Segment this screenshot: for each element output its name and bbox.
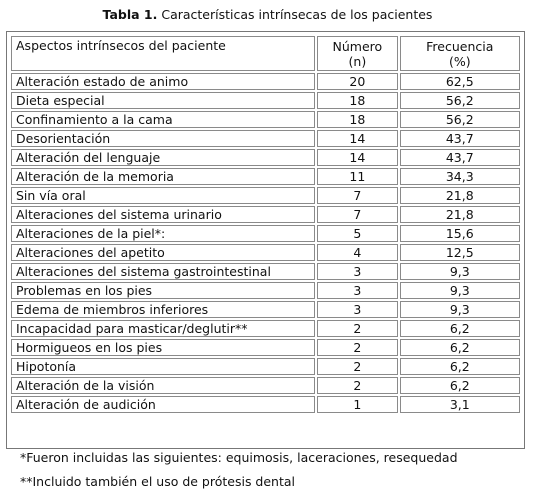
cell-aspect: Edema de miembros inferiores xyxy=(11,301,315,318)
table-row xyxy=(11,168,520,185)
cell-aspect: Alteraciones del sistema gastrointestinal xyxy=(11,263,315,280)
cell-aspect: Hipotonía xyxy=(11,358,315,375)
cell-number: 4 xyxy=(317,244,397,261)
cell-aspect: Desorientación xyxy=(11,130,315,147)
table-row xyxy=(11,73,520,90)
table-row xyxy=(11,130,520,147)
cell-frequency: 6,2 xyxy=(400,377,520,394)
header-frequency xyxy=(400,36,520,71)
cell-aspect: Alteración de la visión xyxy=(11,377,315,394)
cell-number: 3 xyxy=(317,263,397,280)
footnotes xyxy=(20,450,458,498)
cell-aspect: Dieta especial xyxy=(11,92,315,109)
table-row xyxy=(11,149,520,166)
cell-frequency: 9,3 xyxy=(400,282,520,299)
cell-number: 7 xyxy=(317,187,397,204)
cell-frequency: 9,3 xyxy=(400,263,520,280)
cell-aspect: Hormigueos en los pies xyxy=(11,339,315,356)
cell-frequency: 12,5 xyxy=(400,244,520,261)
cell-aspect: Alteración estado de animo xyxy=(11,73,315,90)
cell-number: 2 xyxy=(317,358,397,375)
table-row xyxy=(11,206,520,223)
table-row xyxy=(11,282,520,299)
cell-number: 2 xyxy=(317,339,397,356)
table-row xyxy=(11,358,520,375)
table-frame xyxy=(6,31,525,449)
header-number-unit: (n) xyxy=(348,53,367,69)
cell-number: 3 xyxy=(317,282,397,299)
cell-frequency: 6,2 xyxy=(400,358,520,375)
cell-aspect: Alteraciones del apetito xyxy=(11,244,315,261)
cell-number: 14 xyxy=(317,130,397,147)
cell-number: 1 xyxy=(317,396,397,413)
table-row xyxy=(11,225,520,242)
header-frequency-label: Frecuencia xyxy=(426,38,494,54)
table-row xyxy=(11,301,520,318)
footnote-skin: *Fueron incluidas las siguientes: equimosis, laceraciones, resequedad xyxy=(20,450,458,465)
cell-aspect: Problemas en los pies xyxy=(11,282,315,299)
cell-frequency: 56,2 xyxy=(400,111,520,128)
cell-number: 14 xyxy=(317,149,397,166)
cell-frequency: 43,7 xyxy=(400,149,520,166)
cell-number: 18 xyxy=(317,92,397,109)
cell-number: 2 xyxy=(317,320,397,337)
header-frequency-unit: (%) xyxy=(448,53,471,69)
cell-aspect: Alteraciones de la piel*: xyxy=(11,225,315,242)
cell-aspect: Confinamiento a la cama xyxy=(11,111,315,128)
cell-frequency: 56,2 xyxy=(400,92,520,109)
cell-aspect: Incapacidad para masticar/deglutir** xyxy=(11,320,315,337)
cell-frequency: 9,3 xyxy=(400,301,520,318)
table-row xyxy=(11,111,520,128)
table-row xyxy=(11,244,520,261)
cell-aspect: Sin vía oral xyxy=(11,187,315,204)
header-number xyxy=(317,36,397,71)
cell-number: 11 xyxy=(317,168,397,185)
table-caption xyxy=(0,7,535,23)
header-number-label: Número xyxy=(332,38,383,54)
cell-number: 3 xyxy=(317,301,397,318)
table-row xyxy=(11,396,520,413)
cell-number: 2 xyxy=(317,377,397,394)
cell-frequency: 6,2 xyxy=(400,320,520,337)
cell-frequency: 21,8 xyxy=(400,187,520,204)
cell-frequency: 21,8 xyxy=(400,206,520,223)
table-row xyxy=(11,187,520,204)
cell-frequency: 6,2 xyxy=(400,339,520,356)
table-caption-label: Tabla 1. xyxy=(102,7,158,22)
cell-aspect: Alteración de la memoria xyxy=(11,168,315,185)
cell-frequency: 34,3 xyxy=(400,168,520,185)
table-row xyxy=(11,320,520,337)
table-row xyxy=(11,339,520,356)
cell-aspect: Alteraciones del sistema urinario xyxy=(11,206,315,223)
cell-aspect: Alteración de audición xyxy=(11,396,315,413)
cell-frequency: 43,7 xyxy=(400,130,520,147)
cell-number: 18 xyxy=(317,111,397,128)
cell-frequency: 62,5 xyxy=(400,73,520,90)
table-header-row xyxy=(11,36,520,71)
cell-number: 7 xyxy=(317,206,397,223)
table-row xyxy=(11,92,520,109)
header-aspect: Aspectos intrínsecos del paciente xyxy=(11,36,315,71)
cell-aspect: Alteración del lenguaje xyxy=(11,149,315,166)
cell-number: 5 xyxy=(317,225,397,242)
table-body xyxy=(11,73,520,413)
table-caption-text: Características intrínsecas de los pacientes xyxy=(157,7,433,22)
table-row xyxy=(11,263,520,280)
cell-number: 20 xyxy=(317,73,397,90)
cell-frequency: 15,6 xyxy=(400,225,520,242)
footnote-dental: **Incluido también el uso de prótesis dental xyxy=(20,474,296,489)
patient-characteristics-table xyxy=(9,34,522,415)
cell-frequency: 3,1 xyxy=(400,396,520,413)
table-row xyxy=(11,377,520,394)
